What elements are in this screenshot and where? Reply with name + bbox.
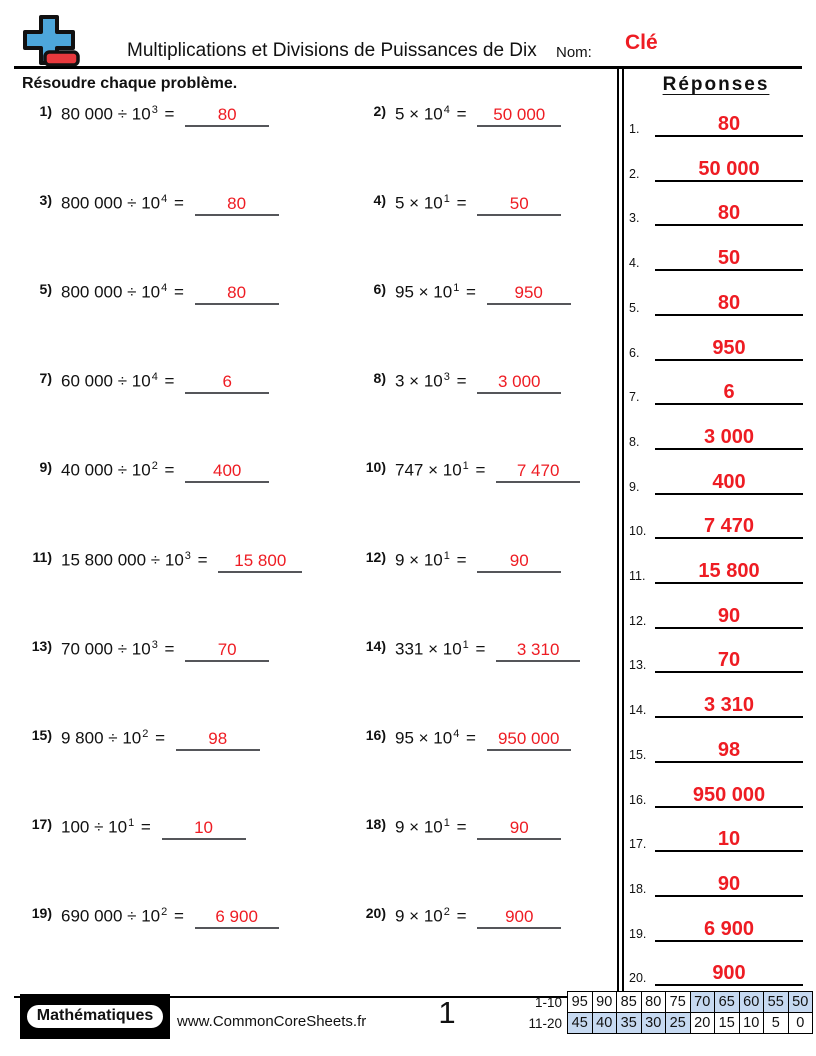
- answer-blank: 6: [185, 372, 269, 394]
- header-divider-line: [14, 66, 802, 69]
- answer-row-7: [629, 379, 803, 405]
- answer-number: 7.: [629, 390, 640, 404]
- problem-3: [18, 193, 279, 216]
- answer-blank: 90: [477, 818, 561, 840]
- answer-value: 98: [655, 737, 803, 763]
- exponent: 2: [151, 460, 158, 472]
- answer-blank: 900: [477, 907, 561, 929]
- answer-number: 2.: [629, 167, 640, 181]
- score-row-label: 1-10: [534, 994, 562, 1010]
- answer-value: 950: [655, 335, 803, 361]
- score-row-label: 11-20: [528, 1015, 562, 1031]
- problem-equation: $331 \times 10^1 = 3$ 310: [395, 639, 580, 662]
- answer-blank: 10: [162, 818, 246, 840]
- score-cell: 45: [568, 1013, 593, 1034]
- problem-equation: 690 $000 \div 10^2 = 6$ 900: [61, 906, 279, 929]
- answer-row-16: [629, 782, 803, 808]
- problem-number: 12): [365, 548, 386, 565]
- score-cell: 5: [764, 1013, 789, 1034]
- score-cell: 55: [764, 992, 789, 1013]
- answer-row-12: [629, 603, 803, 629]
- exponent: 4: [443, 104, 450, 116]
- answer-row-19: [629, 916, 803, 942]
- problem-number: 4): [373, 191, 386, 208]
- problem-6: [352, 282, 571, 305]
- answer-row-14: [629, 692, 803, 718]
- answer-number: 19.: [629, 927, 647, 941]
- answer-row-18: [629, 871, 803, 897]
- answer-blank: 7 470: [496, 461, 580, 483]
- problem-2: [352, 104, 561, 127]
- answer-value: 7 470: [655, 513, 803, 539]
- problem-1: [18, 104, 269, 127]
- exponent: 3: [151, 104, 158, 116]
- answer-row-2: [629, 156, 803, 182]
- page-title: Multiplications et Divisions de Puissances de Dix: [127, 40, 537, 61]
- score-cell: 85: [617, 992, 642, 1013]
- answer-number: 1.: [629, 122, 640, 136]
- answer-row-4: [629, 245, 803, 271]
- problem-number: 7): [39, 369, 52, 386]
- problem-equation: 70 $000 \div 10^3 = 70$: [61, 639, 269, 662]
- answer-value: 6: [655, 379, 803, 405]
- answer-row-15: [629, 737, 803, 763]
- exponent: 4: [151, 371, 158, 383]
- answer-value: 80: [655, 290, 803, 316]
- answer-blank: 6 900: [195, 907, 279, 929]
- minus-icon: [45, 52, 78, 65]
- answer-number: 12.: [629, 614, 647, 628]
- problem-equation: $3 \times 10^3 = 3$ 000: [395, 371, 561, 394]
- problem-equation: $9 \times 10^1 = 90$: [395, 550, 561, 573]
- score-cell: 50: [788, 992, 813, 1013]
- exponent: 1: [128, 817, 135, 829]
- problem-number: 6): [373, 280, 386, 297]
- problem-number: 15): [31, 726, 52, 743]
- problem-20: [352, 906, 561, 929]
- problem-number: 16): [365, 726, 386, 743]
- problem-18: [352, 817, 561, 840]
- answer-value: 80: [655, 111, 803, 137]
- score-cell: 15: [715, 1013, 740, 1034]
- brand-label: Mathématiques: [25, 1003, 165, 1030]
- answer-number: 5.: [629, 301, 640, 315]
- problem-number: 10): [365, 458, 386, 475]
- answer-blank: 3 310: [496, 640, 580, 662]
- answer-value: 10: [655, 826, 803, 852]
- problem-7: [18, 371, 269, 394]
- problem-number: 1): [39, 102, 52, 119]
- answer-value: 70: [655, 647, 803, 673]
- score-cell: 95: [568, 992, 593, 1013]
- answer-blank: 950: [487, 283, 571, 305]
- problem-13: [18, 639, 269, 662]
- problem-equation: 800 $000 \div 10^4 = 80$: [61, 282, 279, 305]
- problem-number: 2): [373, 102, 386, 119]
- answer-blank: 70: [185, 640, 269, 662]
- score-cell: 35: [617, 1013, 642, 1034]
- problem-8: [352, 371, 561, 394]
- answer-row-17: [629, 826, 803, 852]
- exponent: 4: [161, 193, 168, 205]
- exponent: 4: [161, 282, 168, 294]
- problem-4: [352, 193, 561, 216]
- exponent: 3: [184, 550, 191, 562]
- exponent: 1: [462, 460, 469, 472]
- answers-panel-divider: [617, 69, 624, 996]
- answer-number: 8.: [629, 435, 640, 449]
- problem-equation: 60 $000 \div 10^4 = 6$: [61, 371, 269, 394]
- problem-number: 17): [31, 815, 52, 832]
- answer-value: 90: [655, 603, 803, 629]
- answer-blank: 80: [195, 194, 279, 216]
- problem-equation: 15 800 $000 \div 10^3 = 15$ 800: [61, 550, 302, 573]
- answer-number: 3.: [629, 211, 640, 225]
- answer-number: 17.: [629, 837, 647, 851]
- problem-equation: $5 \times 10^1 = 50$: [395, 193, 561, 216]
- score-cell: 20: [690, 1013, 715, 1034]
- score-cell: 40: [592, 1013, 617, 1034]
- answer-row-8: [629, 424, 803, 450]
- score-cell: 65: [715, 992, 740, 1013]
- problem-number: 19): [31, 904, 52, 921]
- answer-blank: 98: [176, 729, 260, 751]
- instructions-text: Résoudre chaque problème.: [22, 75, 238, 92]
- exponent: 1: [443, 817, 450, 829]
- answer-row-10: [629, 513, 803, 539]
- website-text: www.CommonCoreSheets.fr: [177, 1013, 367, 1030]
- problem-12: [352, 550, 561, 573]
- problem-9: [18, 460, 269, 483]
- answer-number: 11.: [629, 569, 646, 583]
- problem-number: 13): [31, 637, 52, 654]
- score-cell: 90: [592, 992, 617, 1013]
- score-table: [528, 991, 813, 1034]
- answer-number: 10.: [629, 524, 647, 538]
- problem-number: 18): [365, 815, 386, 832]
- exponent: 1: [443, 193, 450, 205]
- exponent: 3: [151, 639, 158, 651]
- answer-number: 9.: [629, 480, 640, 494]
- exponent: 1: [462, 639, 469, 651]
- answer-blank: 50: [477, 194, 561, 216]
- score-cell: 10: [739, 1013, 764, 1034]
- exponent: 1: [443, 550, 450, 562]
- answer-value: 3 000: [655, 424, 803, 450]
- score-cell: 70: [690, 992, 715, 1013]
- problem-equation: 40 $000 \div 10^2 = 400$: [61, 460, 269, 483]
- problem-equation: $100 \div 10^1 = 10$: [61, 817, 246, 840]
- answer-blank: 15 800: [218, 551, 302, 573]
- problem-number: 20): [365, 904, 386, 921]
- answer-number: 13.: [629, 658, 647, 672]
- problem-number: 9): [39, 458, 52, 475]
- problem-equation: 9 $800 \div 10^2 = 98$: [61, 728, 260, 751]
- problem-equation: 80 $000 \div 10^3 = 80$: [61, 104, 269, 127]
- answer-row-6: [629, 335, 803, 361]
- brand-badge: [20, 994, 170, 1039]
- answer-number: 18.: [629, 882, 647, 896]
- answer-row-13: [629, 647, 803, 673]
- exponent: 2: [161, 906, 168, 918]
- problem-number: 3): [39, 191, 52, 208]
- answer-value: 900: [655, 960, 803, 986]
- problem-number: 5): [39, 280, 52, 297]
- answer-blank: 950 000: [487, 729, 571, 751]
- answer-blank: 90: [477, 551, 561, 573]
- page-number: 1: [438, 995, 456, 1030]
- score-cell: 0: [788, 1013, 813, 1034]
- answer-blank: 80: [195, 283, 279, 305]
- answer-blank: 3 000: [477, 372, 561, 394]
- score-cell: 25: [666, 1013, 691, 1034]
- answer-value: 400: [655, 469, 803, 495]
- problem-number: 11): [32, 548, 52, 565]
- answer-value: 90: [655, 871, 803, 897]
- exponent: 2: [443, 906, 450, 918]
- answer-row-11: [629, 558, 803, 584]
- answer-value: 50: [655, 245, 803, 271]
- score-row: [528, 992, 812, 1013]
- problem-19: [18, 906, 279, 929]
- exponent: 2: [142, 728, 149, 740]
- answer-number: 14.: [629, 703, 647, 717]
- score-cell: 75: [666, 992, 691, 1013]
- exponent: 3: [443, 371, 450, 383]
- problem-equation: $95 \times 10^4 = 950$ 000: [395, 728, 571, 751]
- answer-blank: 50 000: [477, 105, 561, 127]
- problem-15: [18, 728, 260, 751]
- problem-11: [18, 550, 302, 573]
- problem-equation: $9 \times 10^2 = 900$: [395, 906, 561, 929]
- problem-equation: $5 \times 10^4 = 50$ 000: [395, 104, 561, 127]
- score-row: [528, 1013, 812, 1034]
- problem-number: 8): [373, 369, 386, 386]
- answer-row-1: [629, 111, 803, 137]
- answer-row-5: [629, 290, 803, 316]
- problem-equation: $9 \times 10^1 = 90$: [395, 817, 561, 840]
- score-cell: 60: [739, 992, 764, 1013]
- answer-blank: 400: [185, 461, 269, 483]
- answer-number: 15.: [629, 748, 647, 762]
- plus-minus-logo-icon: [22, 14, 80, 73]
- problem-5: [18, 282, 279, 305]
- answers-header: Réponses: [662, 74, 770, 95]
- problem-16: [352, 728, 571, 751]
- answer-row-9: [629, 469, 803, 495]
- answer-row-3: [629, 200, 803, 226]
- answer-value: 3 310: [655, 692, 803, 718]
- answer-number: 16.: [629, 793, 647, 807]
- score-cell: 30: [641, 1013, 666, 1034]
- answer-value: 50 000: [655, 156, 803, 182]
- answer-number: 20.: [629, 971, 647, 985]
- answer-value: 15 800: [655, 558, 803, 584]
- problem-equation: $95 \times 10^1 = 950$: [395, 282, 571, 305]
- answer-value: 950 000: [655, 782, 803, 808]
- name-label: Nom:: [556, 44, 592, 61]
- answer-value: 6 900: [655, 916, 803, 942]
- problem-equation: 800 $000 \div 10^4 = 80$: [61, 193, 279, 216]
- problem-14: [352, 639, 580, 662]
- problem-17: [18, 817, 246, 840]
- score-cell: 80: [641, 992, 666, 1013]
- exponent: 1: [453, 282, 460, 294]
- answer-value: 80: [655, 200, 803, 226]
- exponent: 4: [453, 728, 460, 740]
- answer-key-label: Clé: [625, 31, 658, 54]
- answer-number: 6.: [629, 346, 640, 360]
- answer-row-20: [629, 960, 803, 986]
- problem-equation: $747 \times 10^1 = 7$ 470: [395, 460, 580, 483]
- answer-blank: 80: [185, 105, 269, 127]
- answer-number: 4.: [629, 256, 640, 270]
- problem-number: 14): [365, 637, 386, 654]
- problem-10: [352, 460, 580, 483]
